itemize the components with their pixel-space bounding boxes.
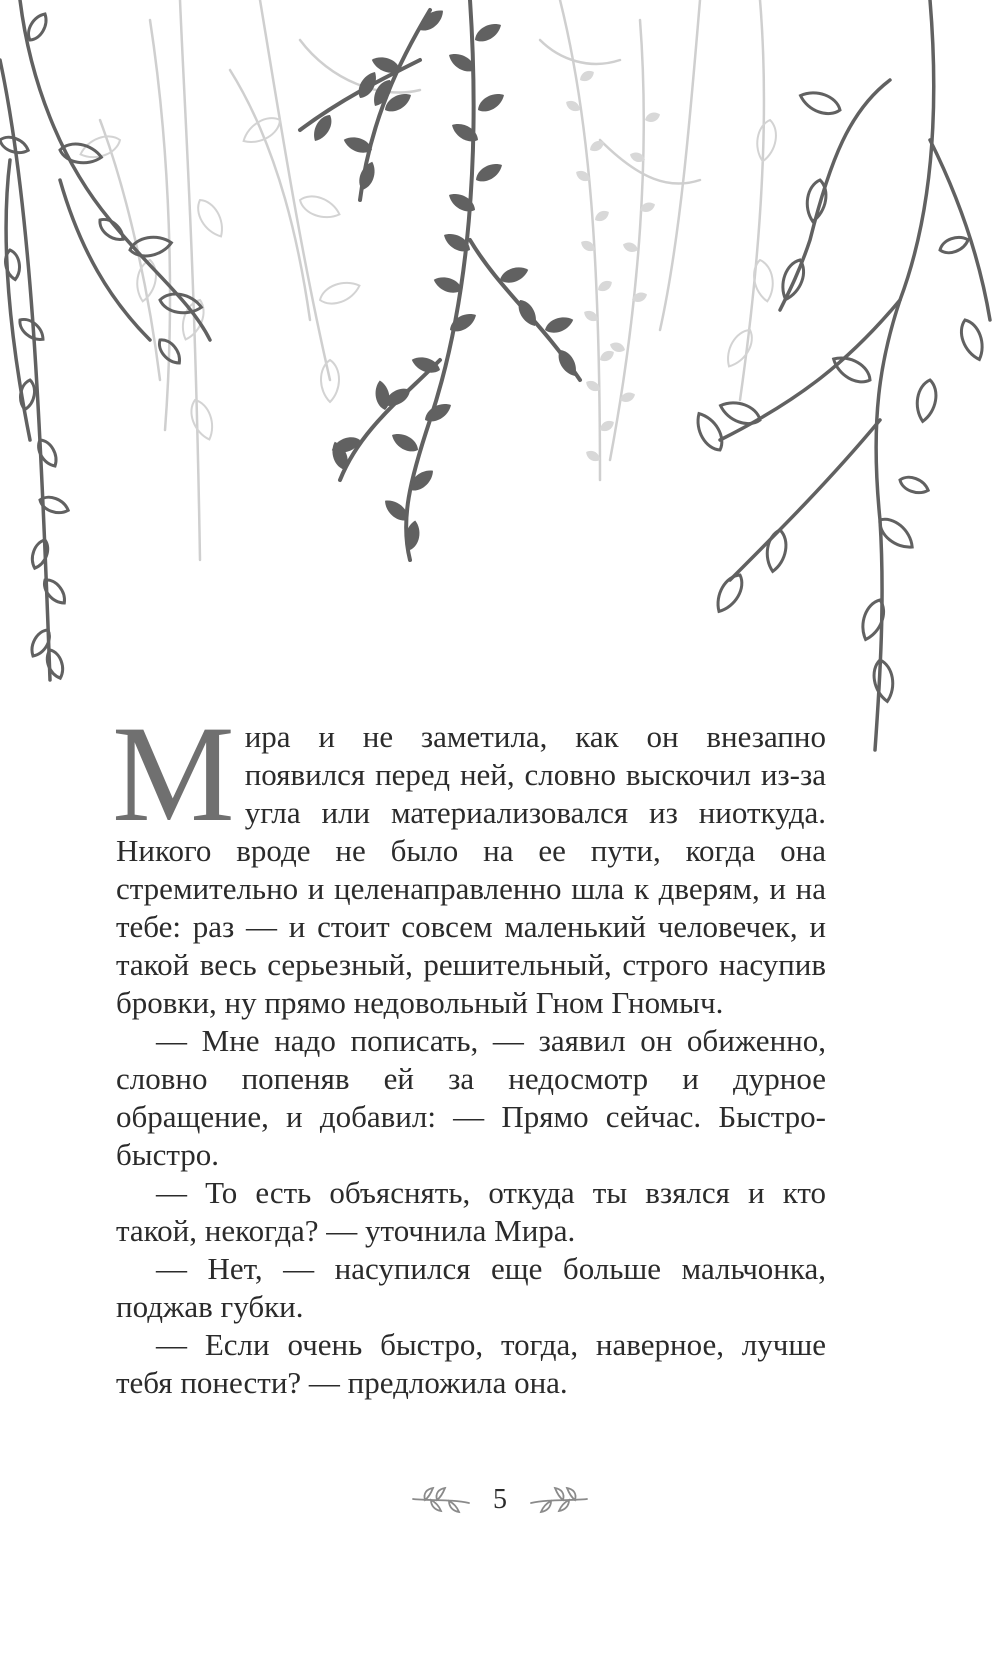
light-leaves: [77, 112, 778, 442]
left-vine: [0, 0, 210, 680]
page-footer: [370, 1480, 630, 1520]
right-sprig-icon: [529, 1485, 589, 1515]
center-fern-leaves: [309, 6, 581, 552]
dialogue-paragraph: — Если очень быстро, тогда, наверное, лучше тебя понести? — предложила она.: [116, 1327, 826, 1400]
left-sprig-icon: [411, 1485, 471, 1515]
dialogue-paragraph: — То есть объяснять, откуда ты взялся и кто такой, некогда? — уточнила Мира.: [116, 1175, 826, 1248]
story-text: [112, 697, 826, 1402]
drop-cap: М: [112, 697, 235, 850]
dialogue-paragraph: — Мне надо пописать, — заявил он обиженно, словно попеняв ей за недосмотр и дурное обращение, и добавил: — Прямо сейчас. Быстро-быстро.: [116, 1023, 826, 1172]
right-vine: [720, 0, 990, 750]
page-number: 5: [493, 1484, 507, 1515]
left-vine-leaves: [0, 11, 203, 681]
paragraph-opening: [112, 697, 826, 1022]
hanging-branches-illustration: [0, 0, 1000, 760]
light-fern-leaves: [564, 68, 662, 464]
right-vine-leaves: [691, 87, 988, 703]
paragraph-text: ира и не заметила, как он внезапно появился перед ней, словно выскочил из-за угла или материализовался из ниоткуда. Никого вроде не было на ее пути, когда она стремительно и целенаправленно шла к дверям, и на тебе: раз — и стоит совсем маленький человечек, и такой весь серьезный, решительный, строго насупив бровки, ну прямо недовольный Гном Гномыч.: [116, 719, 826, 1020]
dialogue-paragraph: — Нет, — насупился еще больше мальчонка, поджав губки.: [116, 1251, 826, 1324]
